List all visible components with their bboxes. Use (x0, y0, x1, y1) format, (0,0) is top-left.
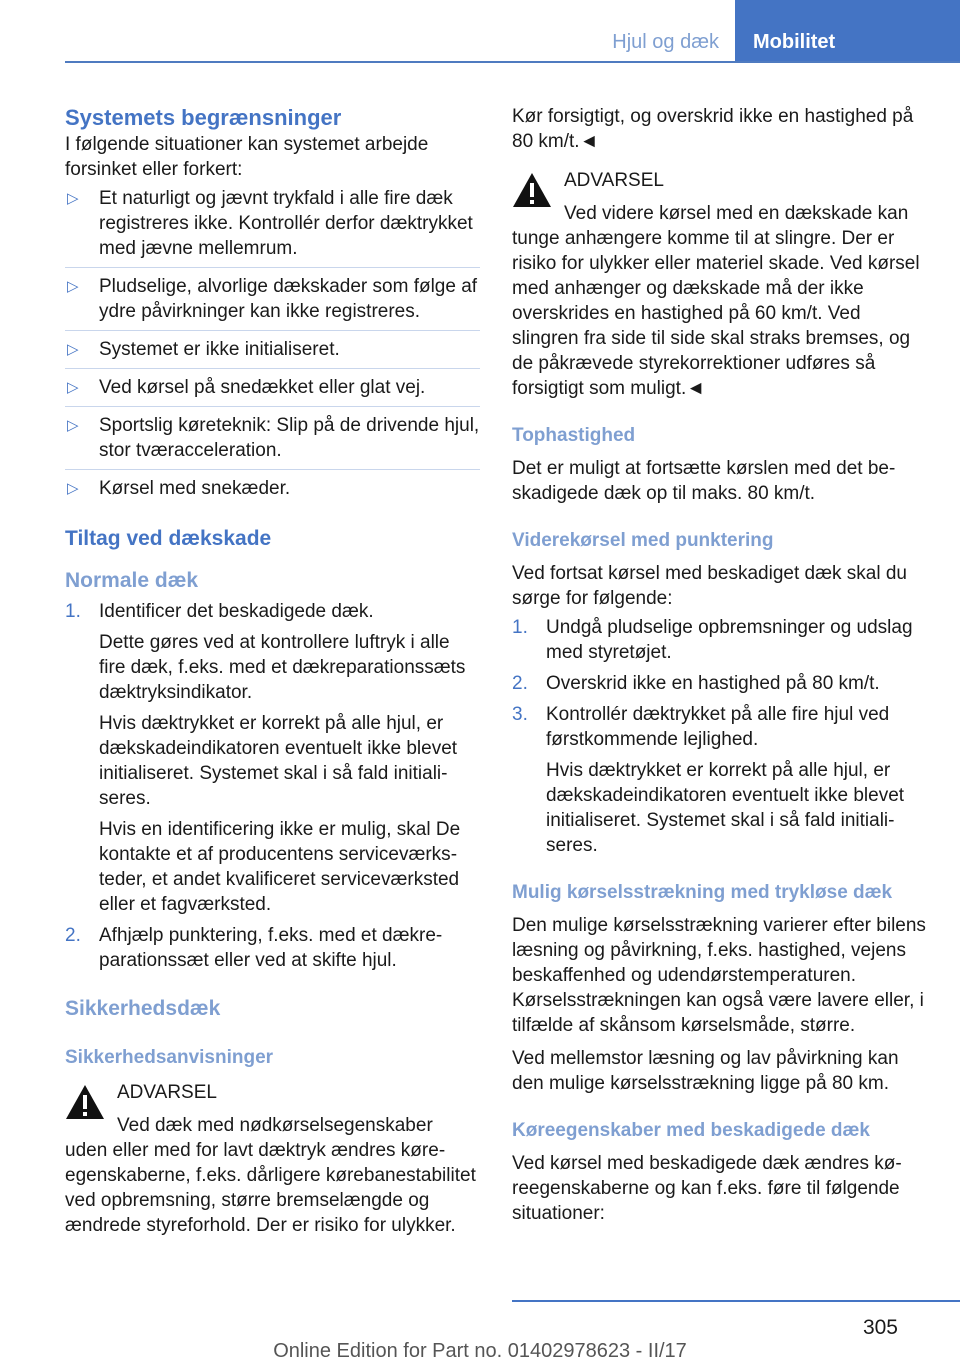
step-number: 2. (512, 673, 528, 694)
warning-label: ADVARSEL (117, 1082, 217, 1103)
header-rule (65, 61, 960, 63)
continued-text: Kør forsigtigt, og overskrid ikke en hastighed på 80 km/t.◄ (512, 106, 914, 152)
step-sub-text: Dette gøres ved at kontrollere luftryk i alle fire dæk, f.eks. med et dækreparationssæts dæktryksindikator. (99, 632, 466, 703)
range-text-1: Den mulige kørselsstrækning varierer efter bilens læsning og påvirkning, f.eks. hastighed, vejens beskaffenhed og udendørstemperaturen. Kørselsstrækningen kan også være lavere eller, i tilfælde af skånsom kørselsmåde, større. (512, 915, 926, 1036)
list-item (65, 186, 480, 268)
step-text: Undgå pludselige opbremsninger og udslag med styretøjet. (546, 617, 913, 663)
list-item (512, 671, 932, 696)
normal-tyres-heading: Normale dæk (65, 569, 199, 592)
step-sub-text: Hvis dæktrykket er korrekt på alle hjul, er dækskadeindikatoren eventuelt ikke blevet initialiseret. Systemet skal i så fald initialiseres. (546, 760, 905, 856)
step-number: 1. (512, 617, 528, 638)
limits-heading: Systemets begrænsninger (65, 105, 342, 130)
list-item (65, 476, 480, 507)
bullet-triangle-icon: ▷ (67, 379, 79, 396)
warning-text: Ved videre kørsel med en dækskade kan tunge anhængere komme til at slingre. Der er risiko for ulykker eller materiel skade. Ved kørsel med anhænger og dækskade må der ikke overskrides en hastighed på 60 km/t. Ved slingren fra side til side skal straks bremses, og de påkrævede styrekorrektioner udføres så forsigtigt som muligt.◄ (512, 203, 920, 399)
list-item-text: Sportslig køreteknik: Slip på de drivende hjul, stor tværacceleration. (99, 415, 480, 461)
chapter-tab[interactable]: Hjul og dæk (612, 31, 719, 53)
list-item (512, 702, 932, 858)
bullet-triangle-icon: ▷ (67, 417, 79, 434)
bullet-triangle-icon: ▷ (67, 480, 79, 497)
list-item-text: Pludselige, alvorlige dækskader som følge af ydre påvirkninger kan ikke registreres. (99, 276, 478, 322)
page-footer (0, 1300, 960, 1362)
handling-heading: Køreegenskaber med beskadigede dæk (512, 1120, 870, 1141)
warning-text: Ved dæk med nødkørselsegenskaber uden eller med for lavt dæktryk ændres køreegenskaberne, f.eks. dårligere kørebanestabilitet ved opbremsning, større bremselængde og ændrede styreforhold. Der er risiko for ulykker. (65, 1115, 476, 1236)
range-heading: Mulig kørselsstrækning med trykløse dæk (512, 882, 893, 903)
bullet-triangle-icon: ▷ (67, 341, 79, 358)
step-number: 3. (512, 704, 528, 725)
list-item-text: Ved kørsel på snedækket eller glat vej. (99, 377, 426, 398)
limits-intro: I følgende situationer kan systemet arbejde forsinket eller forkert: (65, 134, 429, 180)
step-sub-text: Hvis en identificering ikke er mulig, skal De kontakte et af producentens serviceværksteder, et andet kvalificeret serviceværksted eller et fagværksted. (99, 819, 461, 915)
warning-triangle-icon (65, 1084, 105, 1120)
right-column (512, 104, 932, 1226)
step-text: Afhjælp punktering, f.eks. med et dækreparationssæt eller ved at skifte hjul. (99, 925, 443, 971)
continue-steps-list (512, 615, 932, 858)
handling-text: Ved kørsel med beskadigede dæk ændres køreegenskaberne og kan f.eks. føre til følgende situationer: (512, 1153, 902, 1224)
list-item (65, 337, 480, 369)
list-item (65, 274, 480, 331)
step-number: 2. (65, 925, 81, 946)
step-number: 1. (65, 601, 81, 622)
list-item (65, 599, 480, 917)
list-item-text: Kørsel med snekæder. (99, 478, 291, 499)
step-text: Identificer det beskadigede dæk. (99, 601, 374, 622)
bullet-triangle-icon: ▷ (67, 190, 79, 207)
step-text: Kontrollér dæktrykket på alle fire hjul ved førstkommende lejlighed. (546, 704, 890, 750)
list-item-text: Et naturligt og jævnt trykfald i alle fire dæk registreres ikke. Kontrollér derfor dæktrykket med jævne mellemrum. (99, 188, 473, 259)
safety-tyres-heading: Sikkerhedsdæk (65, 997, 221, 1020)
limits-list (65, 186, 480, 507)
page-header (65, 0, 960, 62)
warning-block (65, 1080, 480, 1238)
section-tab[interactable]: Mobilitet (735, 0, 960, 61)
continue-heading: Viderekørsel med punktering (512, 530, 774, 551)
step-sub-text: Hvis dæktrykket er korrekt på alle hjul, er dækskadeindikatoren eventuelt ikke blevet initialiseret. Systemet skal i så fald initialiseres. (99, 713, 458, 809)
top-speed-text: Det er muligt at fortsætte kørslen med det beskadigede dæk op til maks. 80 km/t. (512, 458, 896, 504)
safety-notes-heading: Sikkerhedsanvisninger (65, 1047, 274, 1068)
warning-block (512, 168, 932, 401)
footer-rule (512, 1300, 960, 1302)
top-speed-heading: Tophastighed (512, 425, 636, 446)
measures-heading: Tiltag ved dækskade (65, 527, 272, 550)
range-text-2: Ved mellemstor læsning og lav påvirkning kan den mulige kørselsstrækning ligge på 80 km. (512, 1048, 899, 1094)
list-item-text: Systemet er ikke initialiseret. (99, 339, 340, 360)
edition-line: Online Edition for Part no. 01402978623 - II/17 (273, 1340, 687, 1362)
left-column (65, 104, 480, 1238)
continue-intro: Ved fortsat kørsel med beskadiget dæk skal du sørge for følgende: (512, 563, 907, 609)
step-text: Overskrid ikke en hastighed på 80 km/t. (546, 673, 880, 694)
list-item (65, 375, 480, 407)
page-number: 305 (862, 1316, 898, 1339)
list-item (65, 923, 480, 973)
warning-triangle-icon (512, 172, 552, 208)
bullet-triangle-icon: ▷ (67, 278, 79, 295)
list-item (65, 413, 480, 470)
list-item (512, 615, 932, 665)
warning-label: ADVARSEL (564, 170, 664, 191)
normal-steps-list (65, 599, 480, 973)
